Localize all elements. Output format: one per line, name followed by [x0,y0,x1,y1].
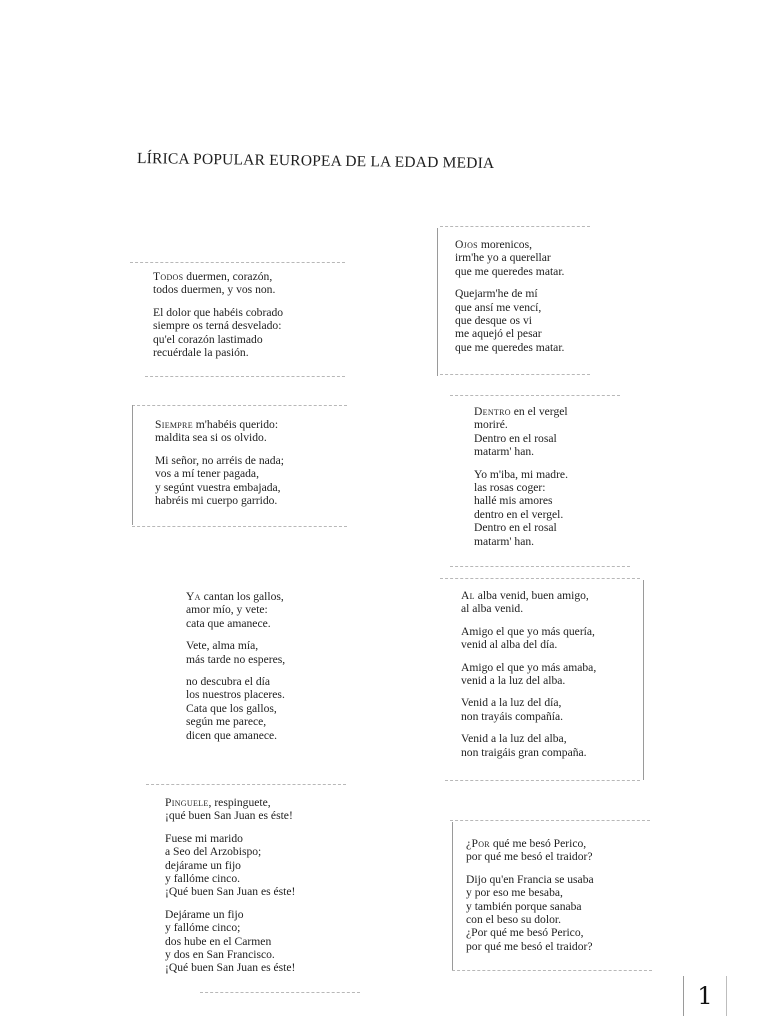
poem-line [466,913,594,926]
poem-line [155,431,284,444]
poem-incipit: Ya [186,590,201,603]
poem-line-text: venid al alba del día. [461,638,558,652]
page-number-box [683,976,727,1016]
poem-al [461,589,596,759]
poem-line [474,508,568,521]
poem-line [474,445,568,458]
stanza-gap [455,278,564,287]
poem-line [466,926,594,939]
clip-edge [450,820,650,821]
stanza-gap [165,899,295,908]
poem-por [466,837,594,953]
poem-incipit: Pinguele [165,796,209,809]
poem-siempre [155,418,284,507]
poem-line-text: recuérdale la pasión. [153,346,249,360]
poem-line-text: venid a la luz del alba. [461,674,566,688]
poem-line [165,872,295,885]
poem-line-text: que desque os vi [455,314,532,328]
clip-edge [445,780,640,781]
poem-line-text: Vete, alma mía, [186,639,259,653]
poem-line-text: irm'he yo a querellar [455,251,551,265]
stanza-gap [186,630,285,639]
poem-line [466,886,594,899]
poem-line [153,346,283,359]
clip-edge [450,395,620,396]
poem-line-text: en el vergel [510,405,568,418]
clip-edge [643,580,644,780]
poem-line-text: alba venid, buen amigo, [474,589,589,602]
poem-line [153,306,283,319]
poem-line [474,418,568,431]
poem-line-text: Dentro en el rosal [474,431,557,445]
poem-line-text: duermen, corazón, [183,270,273,283]
poem-line [461,638,596,651]
poem-line-text: qué me besó Perico, [489,837,587,850]
poem-line-text: Dentro en el rosal [474,521,557,535]
stanza-gap [153,297,283,306]
poem-line [165,832,295,845]
poem-line-text: m'habéis querido: [192,418,279,431]
poem-line [165,948,295,961]
poem-line-text: dentro en el vergel. [474,507,564,521]
clip-edge [437,228,438,376]
poem-line-text: , respinguete, [208,796,271,809]
stanza-gap [186,666,285,675]
poem-dentro [474,405,568,548]
poem-incipit: ¿Por [466,837,490,850]
clip-edge [130,262,345,263]
clip-edge [450,566,630,567]
poem-line [466,850,594,863]
poem-line-text: al alba venid. [461,602,524,616]
poem-line-text: y dos en San Francisco. [165,948,275,962]
poem-line-text: Yo m'iba, mi madre. [474,467,568,481]
poem-line [455,251,564,264]
poem-line-text: no descubra el día [186,675,271,689]
poem-line-text: cantan los gallos, [200,590,284,603]
poem-line [466,837,594,850]
stanza-gap [155,445,284,454]
poem-line-text: amor mío, y vete: [186,603,268,617]
poem-line [455,287,564,300]
poem-line [165,885,295,898]
poem-line-text: morenicos, [477,238,533,251]
stanza-gap [165,823,295,832]
stanza-gap [461,652,596,661]
poem-line-text: dos hube en el Carmen [165,934,272,948]
poem-incipit: Ojos [455,238,478,251]
poem-line [155,494,284,507]
poem-line [165,961,295,974]
stanza-gap [461,687,596,696]
poem-todos [153,270,283,359]
poem-line [474,535,568,548]
poem-line [165,809,295,822]
poem-line [155,467,284,480]
poem-line-text: y segúnt vuestra embajada, [155,480,281,494]
poem-line [461,661,596,674]
poem-line [455,301,564,314]
poem-line-text: vos a mí tener pagada, [155,467,259,481]
poem-line [461,589,596,602]
poem-line-text: ¿Por qué me besó Perico, [466,926,584,940]
poem-line [165,845,295,858]
poem-line-text: según me parece, [186,715,267,729]
poem-line-text: dejárame un fijo [165,858,241,872]
clip-edge [132,405,347,406]
poem-line [165,921,295,934]
poem-line-text: matarm' han. [474,445,535,459]
poem-ojos [455,238,564,354]
poem-line [466,873,594,886]
poem-line-text: El dolor que habéis cobrado [153,305,284,319]
poem-line-text: más tarde no esperes, [186,652,286,666]
poem-line [466,900,594,913]
poem-line-text: me aquejó el pesar [455,327,542,341]
poem-line [474,521,568,534]
poem-line-text: siempre os terná desvelado: [153,319,282,333]
poem-line-text: con el beso su dolor. [466,913,561,927]
poem-line-text: matarm' han. [474,534,535,548]
clip-edge [440,578,640,579]
poem-line [186,603,285,616]
poem-line-text: ¡qué buen San Juan es éste! [165,809,293,823]
poem-line-text: qu'el corazón lastimado [153,332,263,346]
poem-line-text: a Seo del Arzobispo; [165,845,262,859]
poem-line [165,859,295,872]
poem-line-text: Quejarm'he de mí [455,287,538,301]
poem-line-text: que me queredes matar. [455,264,565,278]
poem-line [186,688,285,701]
poem-line-text: Fuese mi marido [165,831,243,845]
clip-edge [440,226,590,227]
poem-line [186,653,285,666]
poem-line-text: Amigo el que yo más amaba, [461,660,597,674]
poem-line [455,314,564,327]
poem-line [474,405,568,418]
poem-line [186,590,285,603]
poem-line-text: Dijo qu'en Francia se usaba [466,872,594,886]
poem-line [461,602,596,615]
poem-line-text: por qué me besó el traidor? [466,850,593,864]
poem-line [461,625,596,638]
poem-line-text: Amigo el que yo más quería, [461,624,595,638]
poem-line-text: hallé mis amores [474,494,553,508]
poem-line [474,432,568,445]
poem-line [165,935,295,948]
poem-line-text: Venid a la luz del día, [461,696,562,710]
poem-ya [186,590,285,742]
poem-line-text: todos duermen, y vos non. [153,283,276,297]
poem-line [186,617,285,630]
poem-line [455,238,564,251]
poem-line [466,940,594,953]
poem-line-text: ¡Qué buen San Juan es éste! [165,961,296,975]
poem-line [186,715,285,728]
clip-edge [132,526,347,527]
poem-line [461,674,596,687]
poem-line [186,675,285,688]
poem-incipit: Siempre [155,418,193,431]
clip-edge [146,784,346,785]
poem-line-text: Mi señor, no arréis de nada; [155,453,284,467]
poem-line-text: ¡Qué buen San Juan es éste! [165,885,296,899]
stanza-gap [461,616,596,625]
poem-line [153,283,283,296]
poem-line-text: cata que amanece. [186,616,271,630]
poem-line-text: y fallóme cinco. [165,872,241,886]
poem-line [186,729,285,742]
poem-line [186,702,285,715]
poem-line [165,796,295,809]
poem-line-text: las rosas coger: [474,481,546,495]
poem-incipit: Dentro [474,405,511,418]
poem-line-text: Cata que los gallos, [186,701,277,715]
poem-incipit: Todos [153,270,184,283]
stanza-gap [466,864,594,873]
poem-pinguele [165,796,295,975]
poem-line [455,327,564,340]
poem-line [165,908,295,921]
poem-line [155,418,284,431]
page-number: 1 [697,982,713,1010]
poem-line [474,494,568,507]
poem-line-text: maldita sea si os olvido. [155,431,267,445]
poem-line-text: los nuestros placeres. [186,688,285,702]
poem-line [455,265,564,278]
poem-line-text: y por eso me besaba, [466,886,563,900]
stanza-gap [461,723,596,732]
poem-line [153,319,283,332]
clip-edge [145,376,345,377]
clip-edge [452,822,453,970]
poem-line [186,639,285,652]
poem-line [474,481,568,494]
stanza-gap [474,459,568,468]
poem-line-text: non traigáis gran compaña. [461,745,587,759]
poem-line [153,270,283,283]
poem-line-text: que ansí me vencí, [455,300,542,314]
clip-edge [452,970,652,971]
poem-incipit: Al [461,589,475,602]
poem-line [461,710,596,723]
poem-line [461,696,596,709]
poem-line [455,341,564,354]
poem-line-text: que me queredes matar. [455,340,565,354]
poem-line-text: dicen que amanece. [186,728,278,742]
poem-line-text: habréis mi cuerpo garrido. [155,494,278,508]
clip-edge [440,374,590,375]
poem-line-text: y también porque sanaba [466,899,582,913]
poem-line [153,333,283,346]
poem-line-text: Venid a la luz del alba, [461,732,567,746]
poem-line [461,746,596,759]
clip-edge [200,992,360,993]
poem-line-text: por qué me besó el traidor? [466,939,593,953]
poem-line [155,481,284,494]
clip-edge [132,405,133,525]
poem-line-text: Dejárame un fijo [165,907,244,921]
poem-line [474,468,568,481]
page-title: LÍRICA POPULAR EUROPEA DE LA EDAD MEDIA [136,150,495,172]
poem-line [155,454,284,467]
poem-line-text: non trayáis compañía. [461,709,564,723]
poem-line [461,732,596,745]
poem-line-text: moriré. [474,418,508,432]
poem-line-text: y fallóme cinco; [165,921,241,935]
